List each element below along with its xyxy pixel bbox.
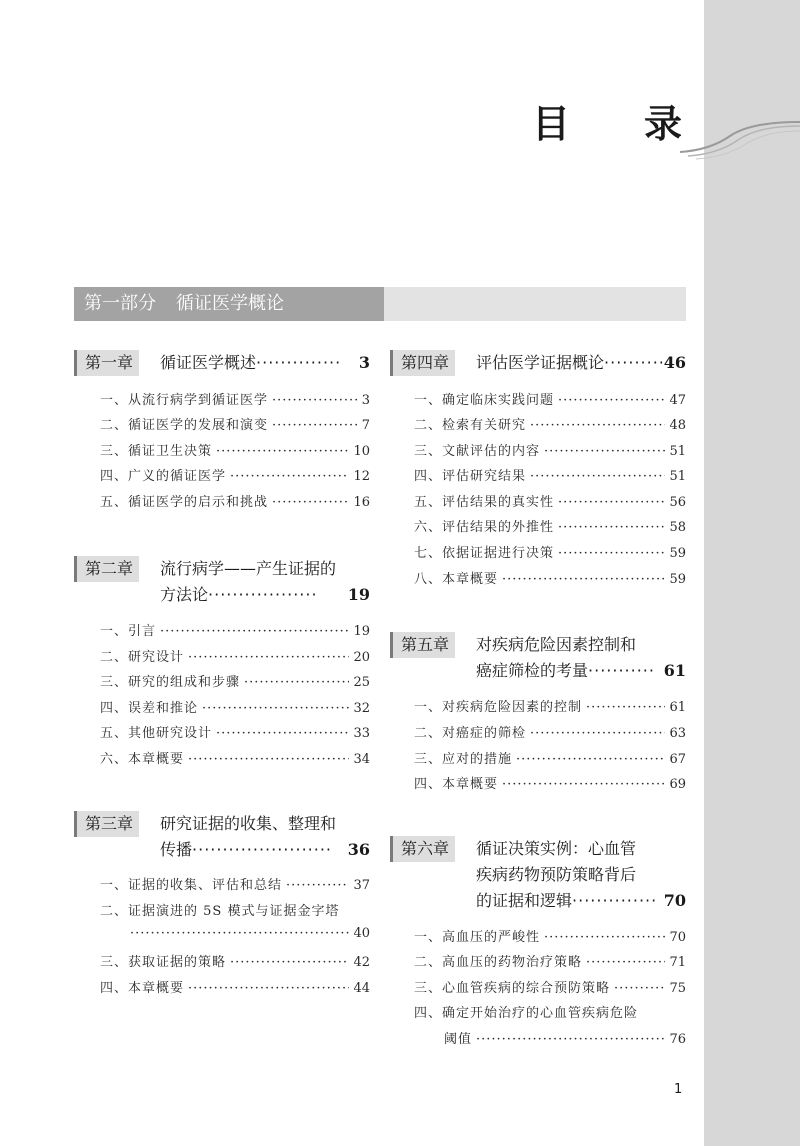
chapter-2-number: 第二章 — [74, 556, 139, 582]
chapter-1-title: 循证医学概述 — [160, 353, 257, 372]
toc-entry[interactable]: 一、从流行病学到循证医学 ····· 3 — [100, 389, 370, 413]
toc-entry[interactable]: 二、循证医学的发展和演变 ····· 7 — [100, 414, 370, 438]
toc-entry[interactable]: 一、高血压的严峻性 ····· 70 — [414, 926, 686, 950]
part-header — [74, 287, 686, 321]
chapter-6-number: 第六章 — [390, 836, 455, 862]
chapter-6-page: 70 — [663, 891, 686, 910]
chapter-2-heading[interactable]: 第二章 流行病学——产生证据的 方法论·················· 19 — [74, 556, 370, 608]
page-number: 1 — [674, 1082, 683, 1097]
toc-entry[interactable]: 三、心血管疾病的综合预防策略 ····· 75 — [414, 977, 686, 1001]
chapter-3-title-line2: 传播 — [160, 840, 193, 859]
chapter-2-page: 19 — [347, 585, 370, 604]
toc-entry[interactable]: 五、其他研究设计 ····· 33 — [100, 722, 370, 746]
toc-entry[interactable]: 一、确定临床实践问题 ····· 47 — [414, 389, 686, 413]
chapter-6-heading[interactable]: 第六章 循证决策实例：心血管 疾病药物预防策略背后 的证据和逻辑·············· 70 — [390, 836, 686, 914]
chapter-6-title-line1: 循证决策实例：心血管 — [476, 839, 637, 858]
chapter-1-page: 3 — [358, 353, 370, 372]
chapter-5-title-line2: 癌症筛检的考量 — [476, 661, 589, 680]
toc-entry[interactable]: 一、引言 ····· 19 — [100, 620, 370, 644]
page-title-char2: 录 — [643, 101, 682, 146]
toc-entry[interactable]: 六、本章概要 ····· 34 — [100, 748, 370, 772]
chapter-4-heading[interactable]: 第四章 评估医学证据概论·········· 46 — [390, 350, 686, 376]
toc-entry[interactable]: 一、对疾病危险因素的控制 ····· 61 — [414, 696, 686, 720]
toc-entry-line1[interactable]: 二、证据演进的 5S 模式与证据金字塔 — [100, 904, 340, 919]
chapter-5-heading[interactable]: 第五章 对疾病危险因素控制和 癌症筛检的考量··········· 61 — [390, 632, 686, 684]
toc-entry[interactable]: 四、本章概要 ····· 69 — [414, 773, 686, 797]
toc-entry[interactable]: 二、检索有关研究 ····· 48 — [414, 414, 686, 438]
chapter-4-number: 第四章 — [390, 350, 455, 376]
page-title — [532, 96, 682, 144]
toc-entry[interactable]: 三、应对的措施 ····· 67 — [414, 748, 686, 772]
toc-entry[interactable]: 四、误差和推论 ····· 32 — [100, 697, 370, 721]
toc-entry-line1[interactable]: 四、确定开始治疗的心血管疾病危险 — [414, 1006, 639, 1021]
toc-entry[interactable]: 五、循证医学的启示和挑战 ····· 16 — [100, 491, 370, 515]
toc-entry[interactable]: 四、广义的循证医学 ····· 12 — [100, 465, 370, 489]
toc-entry[interactable]: 八、本章概要 ····· 59 — [414, 568, 686, 592]
chapter-3-number: 第三章 — [74, 811, 139, 837]
chapter-5-page: 61 — [663, 661, 686, 680]
chapter-5-title-line1: 对疾病危险因素控制和 — [476, 635, 637, 654]
chapter-6-title-line3: 的证据和逻辑 — [476, 891, 573, 910]
toc-entry[interactable]: 四、本章概要 ····· 44 — [100, 977, 370, 1001]
toc-entry[interactable]: 四、评估研究结果 ····· 51 — [414, 465, 686, 489]
chapter-1-number: 第一章 — [74, 350, 139, 376]
toc-entry[interactable]: 七、依据证据进行决策 ····· 59 — [414, 542, 686, 566]
toc-entry[interactable]: 五、评估结果的真实性 ····· 56 — [414, 491, 686, 515]
chapter-2-title-line1: 流行病学——产生证据的 — [160, 559, 337, 578]
chapter-3-title-line1: 研究证据的收集、整理和 — [160, 814, 337, 833]
chapter-4-title: 评估医学证据概论 — [476, 353, 605, 372]
toc-entry-line2[interactable]: ····· 40 — [130, 926, 370, 950]
chapter-2-title-line2: 方法论 — [160, 585, 209, 604]
page-title-char1: 目 — [532, 101, 571, 146]
chapter-1-heading[interactable]: 第一章 循证医学概述·············· 3 — [74, 350, 370, 376]
toc-entry[interactable]: 二、对癌症的筛检 ····· 63 — [414, 722, 686, 746]
side-band — [704, 0, 800, 1146]
toc-entry[interactable]: 三、循证卫生决策 ····· 10 — [100, 440, 370, 464]
chapter-5-number: 第五章 — [390, 632, 455, 658]
part-label — [74, 287, 384, 321]
toc-entry[interactable]: 二、高血压的药物治疗策略 ····· 71 — [414, 951, 686, 975]
toc-entry[interactable]: 六、评估结果的外推性 ····· 58 — [414, 516, 686, 540]
toc-entry[interactable]: 三、文献评估的内容 ····· 51 — [414, 440, 686, 464]
toc-entry[interactable]: 三、获取证据的策略 ····· 42 — [100, 951, 370, 975]
toc-entry[interactable]: 三、研究的组成和步骤 ····· 25 — [100, 671, 370, 695]
part-title: 循证医学概论 — [176, 293, 284, 314]
toc-entry-line2[interactable]: 阈值 ····· 76 — [444, 1028, 686, 1052]
part-number: 第一部分 — [84, 293, 156, 314]
chapter-3-heading[interactable]: 第三章 研究证据的收集、整理和 传播······················· 36 — [74, 811, 370, 863]
toc-entry[interactable]: 二、研究设计 ····· 20 — [100, 646, 370, 670]
chapter-4-page: 46 — [663, 353, 686, 372]
chapter-3-page: 36 — [347, 840, 370, 859]
chapter-6-title-line2: 疾病药物预防策略背后 — [476, 865, 637, 884]
toc-entry[interactable]: 一、证据的收集、评估和总结 ····· 37 — [100, 874, 370, 898]
